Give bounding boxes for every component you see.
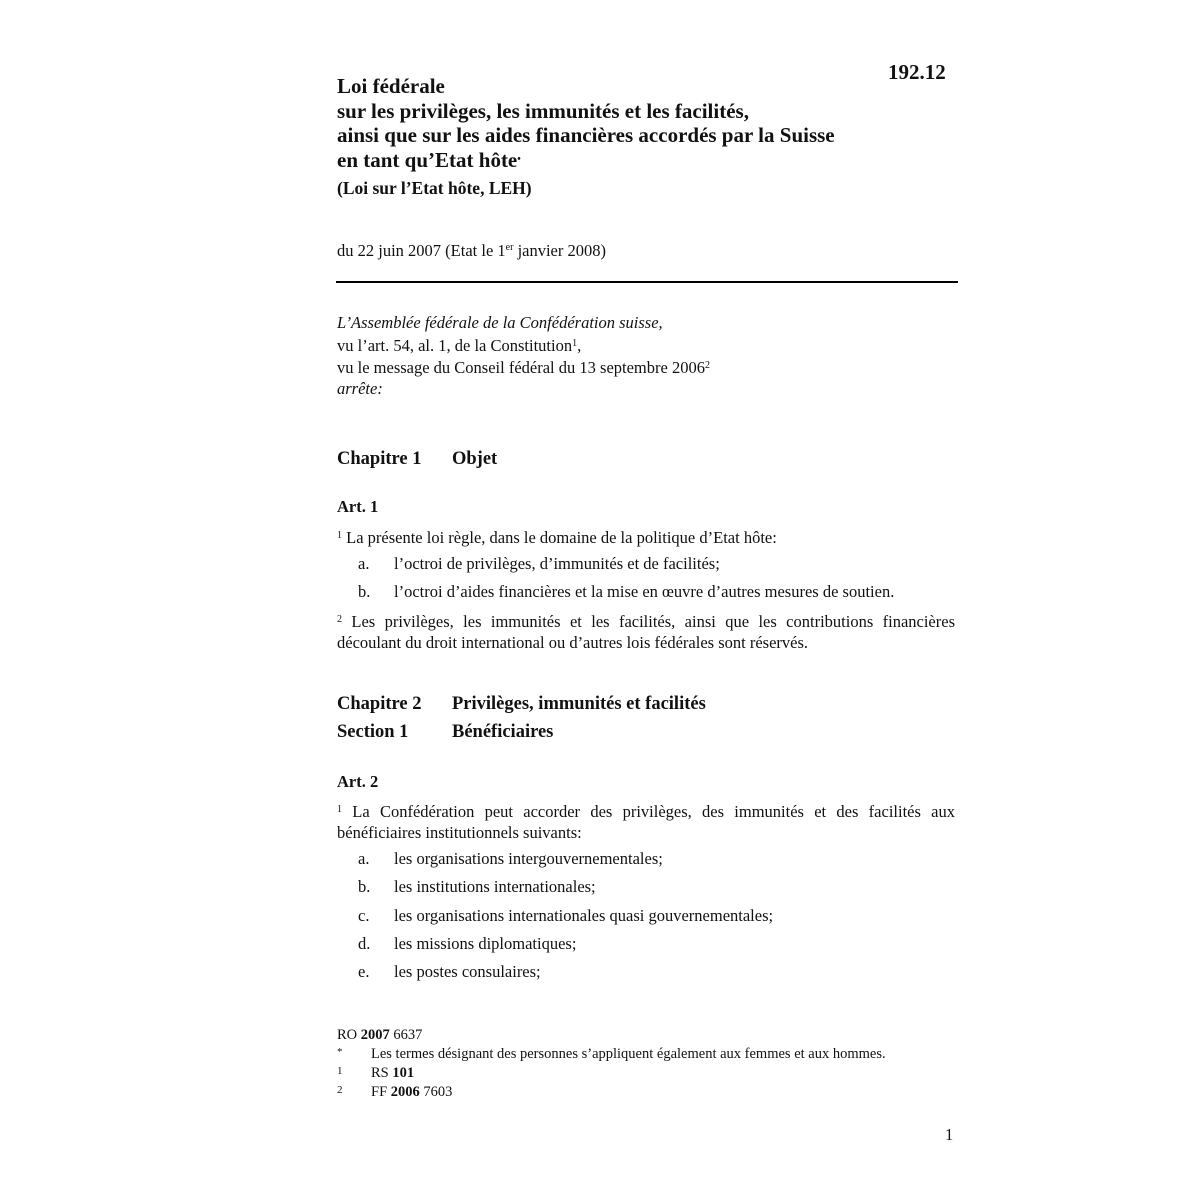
preamble-message: vu le message du Conseil fédéral du 13 septembre 2006$^2$ xyxy=(337,358,710,377)
art-2-title: Art. 2 xyxy=(337,772,379,791)
preamble-authority: L’Assemblée fédérale de la Confédération suisse, xyxy=(337,313,663,332)
list-item: a. les organisations intergouvernementales; xyxy=(358,849,663,868)
list-item: e. les postes consulaires; xyxy=(358,962,541,981)
title-line: en tant qu’Etat hôte• xyxy=(337,147,521,172)
preamble xyxy=(337,313,957,399)
preamble-decree: arrête: xyxy=(337,378,383,398)
art-1-paragraph-1: $^1$ La présente loi règle, dans le domaine de la politique d’Etat hôte: xyxy=(337,528,777,547)
title-line: Loi fédérale xyxy=(337,74,445,98)
short-title: (Loi sur l’Etat hôte, LEH) xyxy=(337,178,532,198)
section-1-heading: Section 1 Bénéficiaires xyxy=(337,722,554,742)
list-item: a. l’octroi de privilèges, d’immunités et de facilités; xyxy=(358,554,720,573)
footnotes xyxy=(337,1027,957,1101)
art-1-paragraph-2: $^2$ Les privilèges, les immunités et les facilités, ainsi que les contributions financières découlant du droit international ou d’autres lois fédérales sont réservés. xyxy=(337,612,955,652)
footnote: * Les termes désignant des personnes s’appliquent également aux femmes et aux hommes. xyxy=(337,1046,886,1062)
footnote-marker[interactable]: • xyxy=(517,153,521,165)
footnote-ref[interactable]: 2 xyxy=(704,360,710,371)
list-item: c. les organisations internationales quasi gouvernementales; xyxy=(358,906,774,925)
header-rule xyxy=(336,281,958,283)
chapter-2-heading: Chapitre 2 Privilèges, immunités et facilités xyxy=(337,694,706,714)
art-2-paragraph-1: $^1$ La Confédération peut accorder des privilèges, des immunités et des facilités aux bénéficiaires institutionnels suivants: xyxy=(337,802,955,842)
footnote-ref[interactable]: 1 xyxy=(572,337,578,349)
official-compilation-ref: RO 2007 6637 xyxy=(337,1027,423,1043)
preamble-basis: vu l’art. 54, al. 1, de la Constitution$^1$, xyxy=(337,335,582,355)
list-item: d. les missions diplomatiques; xyxy=(358,934,577,953)
art-1-title: Art. 1 xyxy=(337,497,379,516)
list-item: b. l’octroi d’aides financières et la mise en œuvre d’autres mesures de soutien. xyxy=(358,582,895,601)
law-title xyxy=(337,74,957,172)
law-date: du 22 juin 2007 (Etat le 1er janvier 2008) xyxy=(337,241,606,260)
list-item: b. les institutions internationales; xyxy=(358,877,596,896)
title-line: sur les privilèges, les immunités et les facilités, xyxy=(337,98,749,123)
footnote: 2 FF 2006 7603 xyxy=(337,1084,453,1100)
sr-number: 192.12 xyxy=(888,60,946,84)
chapter-1-heading: Chapitre 1 Objet xyxy=(337,449,498,469)
footnote: 1 RS 101 xyxy=(337,1065,415,1081)
page-number: 1 xyxy=(945,1125,954,1144)
title-line: ainsi que sur les aides financières accordés par la Suisse xyxy=(337,123,835,147)
